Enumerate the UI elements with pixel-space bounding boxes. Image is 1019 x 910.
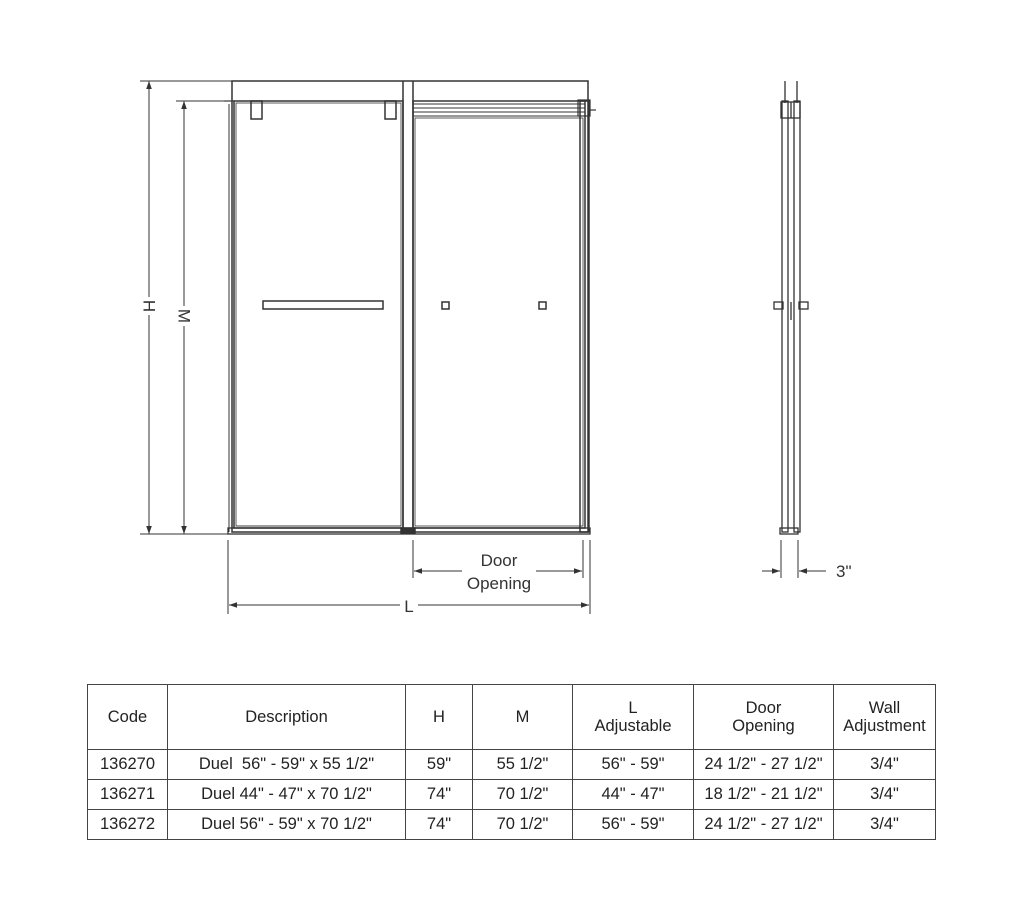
sliding-panel xyxy=(413,101,585,528)
cell-description: Duel 56" - 59" x 55 1/2" xyxy=(168,750,406,780)
cell-h: 74" xyxy=(406,810,473,840)
header-description: Description xyxy=(168,685,406,750)
side-view xyxy=(774,81,808,534)
cell-door-opening: 24 1/2" - 27 1/2" xyxy=(694,810,834,840)
front-view xyxy=(224,81,596,534)
cell-m: 70 1/2" xyxy=(473,780,573,810)
depth-label: 3" xyxy=(836,562,852,581)
cell-wall-adjustment: 3/4" xyxy=(834,780,936,810)
cell-description: Duel 44" - 47" x 70 1/2" xyxy=(168,780,406,810)
table-row xyxy=(88,780,936,810)
side-sill xyxy=(780,528,798,534)
cell-wall-adjustment: 3/4" xyxy=(834,810,936,840)
cell-m: 55 1/2" xyxy=(473,750,573,780)
fixed-panel-inner xyxy=(236,103,401,526)
fixed-panel xyxy=(234,101,403,528)
towel-bar-handle xyxy=(263,301,383,309)
table-header-row xyxy=(88,685,936,750)
cell-l-adjustable: 56" - 59" xyxy=(573,810,694,840)
side-profile xyxy=(782,101,788,532)
outer-frame xyxy=(232,81,588,532)
side-profile xyxy=(794,101,800,532)
header-code: Code xyxy=(88,685,168,750)
cell-h: 74" xyxy=(406,780,473,810)
spec-table xyxy=(87,684,936,840)
l-label: L xyxy=(404,597,414,616)
sliding-panel-inner xyxy=(415,118,583,526)
cell-l-adjustable: 44" - 47" xyxy=(573,780,694,810)
cell-code: 136271 xyxy=(88,780,168,810)
cell-description: Duel 56" - 59" x 70 1/2" xyxy=(168,810,406,840)
header-l-adjustable: L Adjustable xyxy=(573,685,694,750)
door-opening-label-line2: Opening xyxy=(466,574,532,593)
table-row xyxy=(88,810,936,840)
cell-code: 136272 xyxy=(88,810,168,840)
door-guide xyxy=(401,528,415,533)
cell-h: 59" xyxy=(406,750,473,780)
cell-door-opening: 18 1/2" - 21 1/2" xyxy=(694,780,834,810)
header-wall-adjustment: Wall Adjustment xyxy=(834,685,936,750)
m-label: M xyxy=(174,308,194,324)
table-row xyxy=(88,750,936,780)
roller-hanger xyxy=(385,101,396,119)
header-door-opening: Door Opening xyxy=(694,685,834,750)
roller-hanger xyxy=(251,101,262,119)
door-knob xyxy=(442,302,449,309)
header-h: H xyxy=(406,685,473,750)
cell-m: 70 1/2" xyxy=(473,810,573,840)
cell-code: 136270 xyxy=(88,750,168,780)
cell-door-opening: 24 1/2" - 27 1/2" xyxy=(694,750,834,780)
h-label: H xyxy=(139,299,159,313)
header-m: M xyxy=(473,685,573,750)
door-opening-label-line1: Door xyxy=(480,551,518,570)
cell-l-adjustable: 56" - 59" xyxy=(573,750,694,780)
door-knob xyxy=(539,302,546,309)
cell-wall-adjustment: 3/4" xyxy=(834,750,936,780)
